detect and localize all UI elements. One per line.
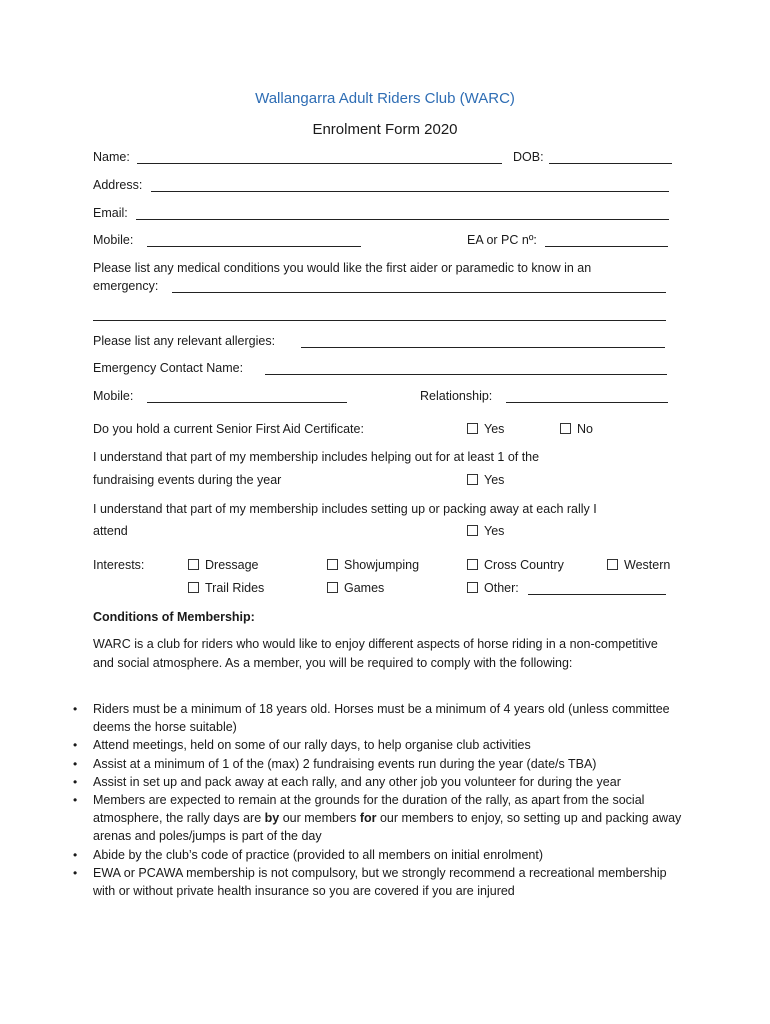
medical-conditions-label: Please list any medical conditions you would like the first aider or paramedic to know in an	[93, 261, 592, 275]
first-aid-question: Do you hold a current Senior First Aid Certificate:	[93, 422, 364, 436]
interest-cross-country-checkbox[interactable]: Cross Country	[467, 558, 564, 572]
bullet-icon: •	[73, 847, 78, 862]
fundraising-yes-checkbox[interactable]: Yes	[467, 473, 504, 487]
checkbox-icon	[188, 582, 199, 593]
allergies-label: Please list any relevant allergies:	[93, 334, 276, 348]
checkbox-icon	[327, 582, 338, 593]
fundraising-statement: I understand that part of my membership includes helping out for at least 1 of the	[93, 450, 540, 464]
mobile-label: Mobile:	[93, 233, 134, 247]
checkbox-icon	[467, 525, 478, 536]
list-item: • Members are expected to remain at the grounds for the duration of the rally, as apart from the social atmosphere, the rally days are by our members for our members to enjoy, so setting up and packing away arenas and poles/jumps is part of the day	[73, 793, 682, 844]
address-label: Address:	[93, 178, 143, 192]
relationship-field[interactable]	[506, 402, 668, 403]
name-label: Name:	[93, 150, 130, 164]
conditions-intro: WARC is a club for riders who would like to enjoy different aspects of horse riding in a non-competitive and social atmosphere. As a member, you will be required to comply with the following:	[93, 637, 658, 670]
email-label: Email:	[93, 206, 128, 220]
address-field[interactable]	[151, 191, 669, 192]
checkbox-icon	[188, 559, 199, 570]
interest-dressage-checkbox[interactable]: Dressage	[188, 558, 259, 572]
checkbox-icon	[467, 474, 478, 485]
emergency-contact-name-field[interactable]	[265, 374, 667, 375]
list-item: • Riders must be a minimum of 18 years old. Horses must be a minimum of 4 years old (unless committee deems the horse suitable)	[73, 702, 670, 735]
email-field[interactable]	[136, 219, 669, 220]
interest-other-checkbox[interactable]: Other:	[467, 581, 519, 595]
first-aid-no-checkbox[interactable]: No	[560, 422, 593, 436]
interest-games-checkbox[interactable]: Games	[327, 581, 384, 595]
interest-showjumping-checkbox[interactable]: Showjumping	[327, 558, 419, 572]
emergency-mobile-label: Mobile:	[93, 389, 134, 403]
relationship-label: Relationship:	[420, 389, 493, 403]
bullet-icon: •	[73, 702, 78, 716]
emergency-label: emergency:	[93, 279, 159, 293]
medical-conditions-field[interactable]	[172, 292, 666, 293]
checkbox-icon	[467, 582, 478, 593]
ea-number-field[interactable]	[545, 246, 668, 247]
list-item: • Attend meetings, held on some of our rally days, to help organise club activities	[73, 736, 683, 754]
bullet-icon: •	[73, 774, 78, 789]
checkbox-icon	[560, 423, 571, 434]
club-title: Wallangarra Adult Riders Club (WARC)	[255, 90, 515, 107]
interest-western-checkbox[interactable]: Western	[607, 558, 670, 572]
bullet-icon: •	[73, 738, 78, 753]
dob-field[interactable]	[549, 163, 672, 164]
list-item: • EWA or PCAWA membership is not compulsory, but we strongly recommend a recreational membership with or without private health insurance so you are covered if you are injured	[73, 865, 667, 899]
name-field[interactable]	[137, 163, 502, 164]
setup-statement: I understand that part of my membership includes setting up or packing away at each rally I	[93, 502, 597, 516]
emergency-mobile-field[interactable]	[147, 402, 347, 403]
medical-conditions-field-2[interactable]	[93, 320, 666, 321]
allergies-field[interactable]	[301, 347, 665, 348]
mobile-field[interactable]	[147, 246, 361, 247]
list-item: • Abide by the club’s code of practice (provided to all members on initial enrolment)	[73, 846, 683, 864]
emergency-contact-name-label: Emergency Contact Name:	[93, 361, 244, 375]
fundraising-statement-2: fundraising events during the year	[93, 473, 282, 487]
conditions-list	[73, 700, 683, 900]
ea-number-label: EA or PC nº:	[467, 233, 537, 247]
bullet-icon: •	[73, 793, 78, 808]
form-title: Enrolment Form 2020	[312, 121, 458, 138]
checkbox-icon	[467, 423, 478, 434]
checkbox-icon	[467, 559, 478, 570]
list-item: • Assist in set up and pack away at each rally, and any other job you volunteer for during the year	[73, 773, 683, 791]
conditions-heading: Conditions of Membership:	[93, 610, 255, 624]
setup-statement-2: attend	[93, 524, 128, 538]
first-aid-yes-checkbox[interactable]: Yes	[467, 422, 504, 436]
dob-label: DOB:	[513, 150, 544, 164]
interest-other-field[interactable]	[528, 594, 666, 595]
interests-label: Interests:	[93, 558, 145, 572]
interest-trail-rides-checkbox[interactable]: Trail Rides	[188, 581, 264, 595]
list-item: • Assist at a minimum of 1 of the (max) 2 fundraising events run during the year (date/s TBA)	[73, 755, 683, 773]
checkbox-icon	[607, 559, 618, 570]
bullet-icon: •	[73, 756, 78, 771]
bullet-icon: •	[73, 865, 78, 880]
checkbox-icon	[327, 559, 338, 570]
setup-yes-checkbox[interactable]: Yes	[467, 524, 504, 538]
